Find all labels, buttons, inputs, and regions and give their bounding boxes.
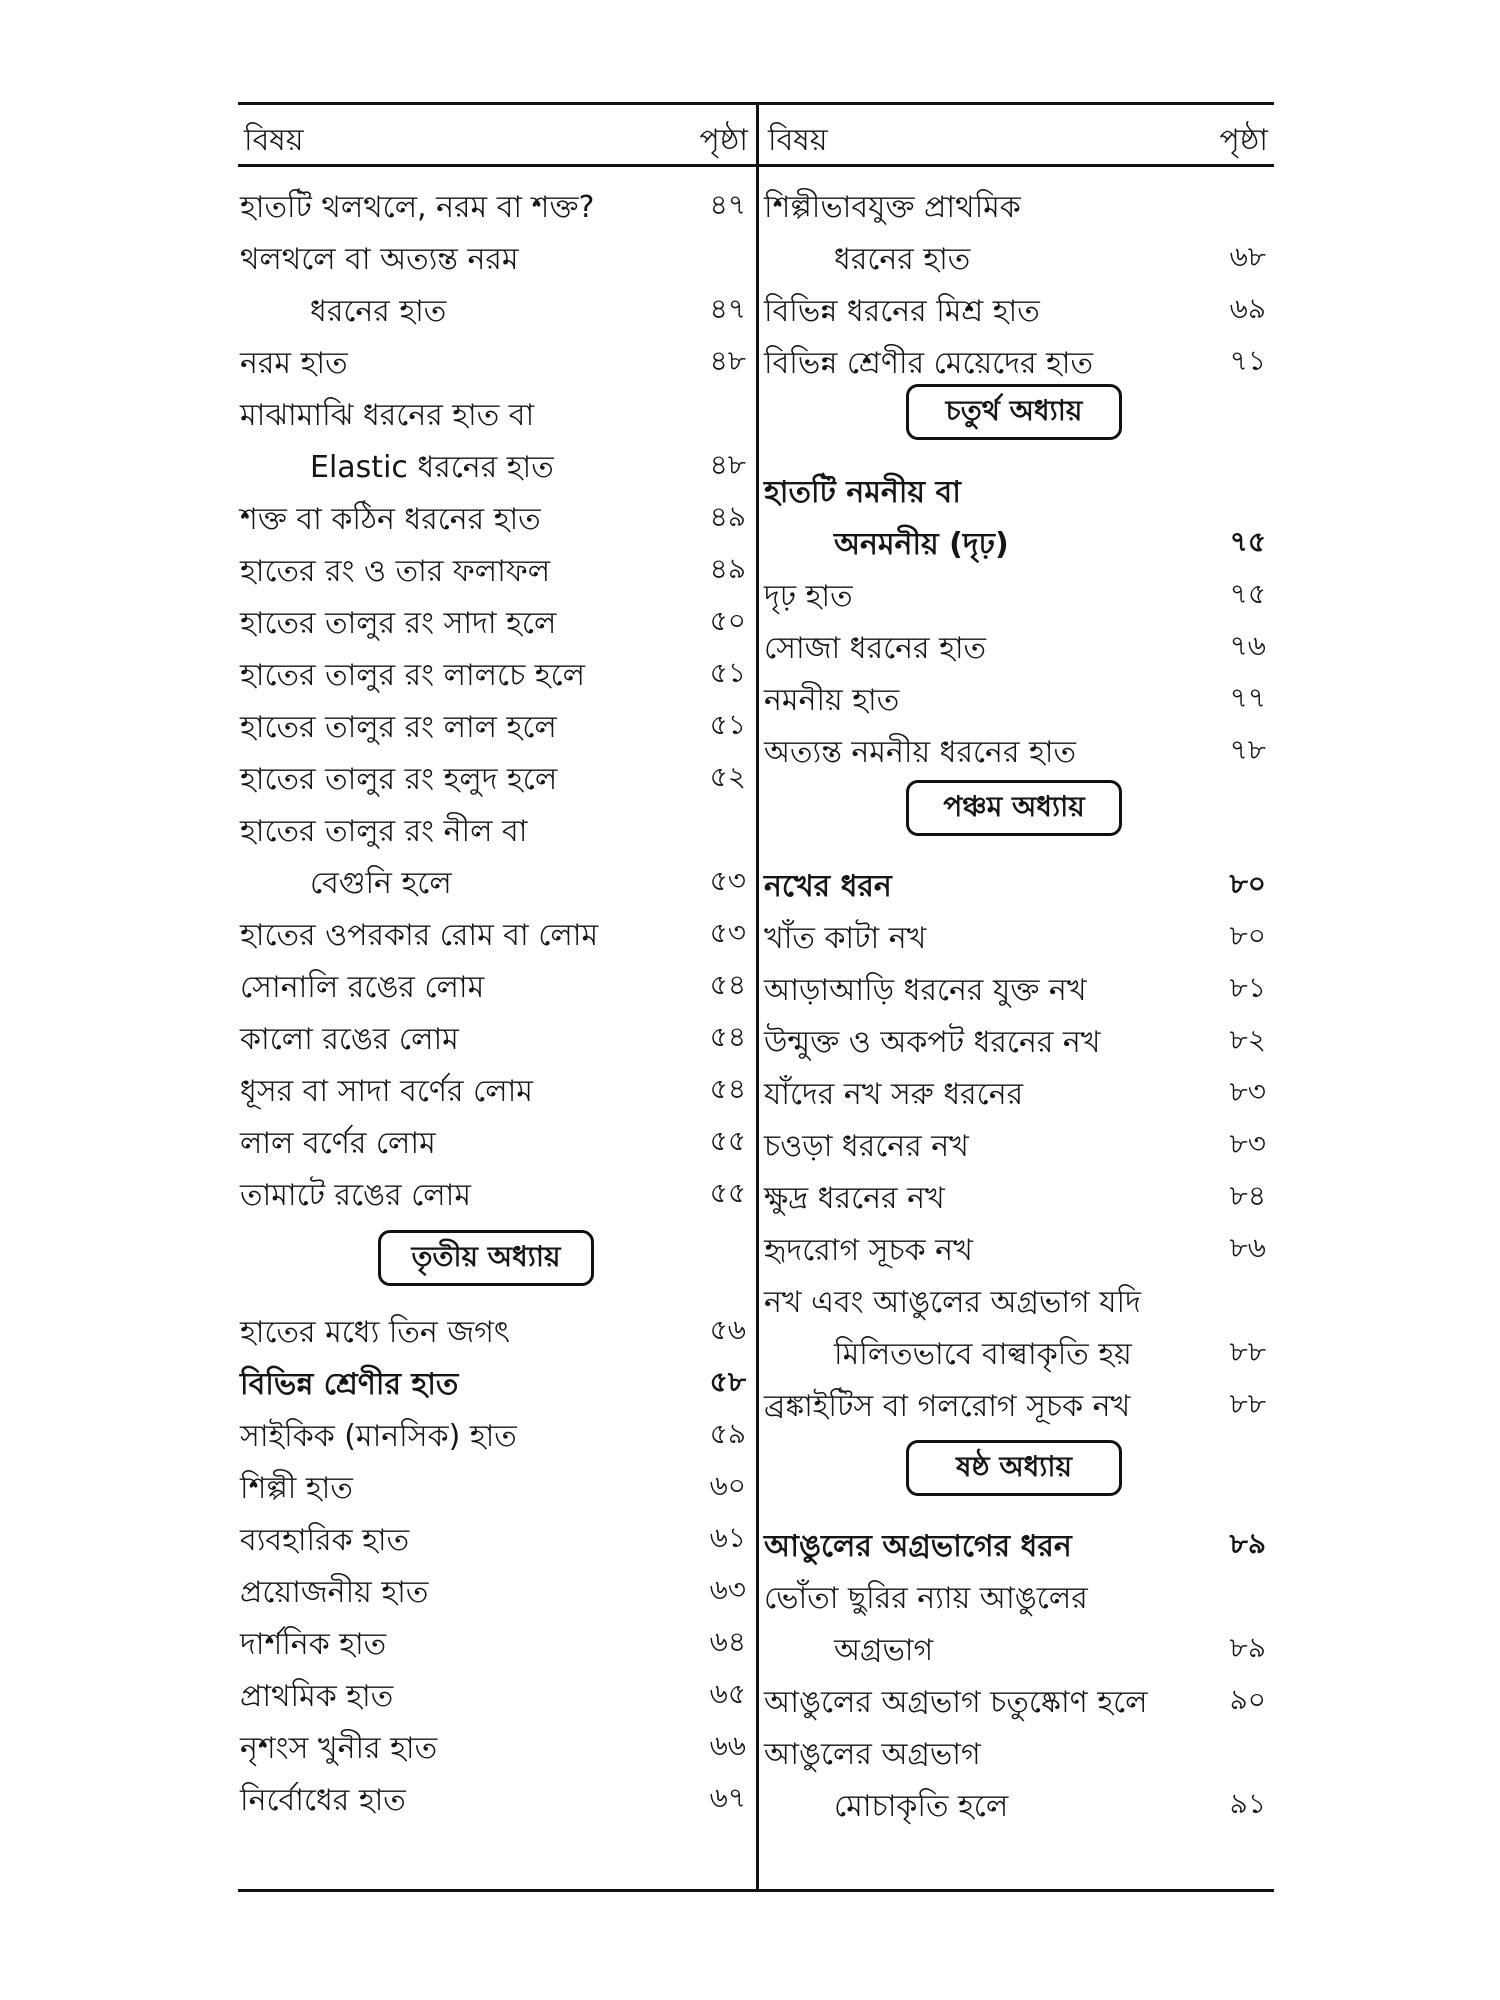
entry-page-number: ৬৫ (709, 1677, 746, 1710)
toc-entry (238, 695, 754, 745)
entry-title: নখের ধরন (764, 869, 892, 904)
entry-title: দার্শনিক হাত (240, 1627, 387, 1662)
entry-page-number: ৫৪ (709, 1072, 746, 1105)
toc-entry (238, 279, 754, 329)
toc-entry (762, 668, 1274, 718)
entry-title: হাতের তালুর রং লালচে হলে (240, 658, 585, 693)
entry-page-number: ৮৪ (1229, 1179, 1266, 1212)
page-heading: পৃষ্ঠা (1219, 123, 1268, 158)
entry-page-number: ৫৩ (709, 864, 746, 897)
entry-title: সোনালি রঙের লোম (240, 970, 485, 1005)
entry-page-number: ৮৯ (1229, 1631, 1266, 1664)
entry-page-number: ৫৮ (709, 1365, 746, 1398)
subject-heading: বিষয় (768, 123, 828, 158)
entry-title: অত্যন্ত নমনীয় ধরনের হাত (764, 735, 1076, 770)
toc-entry (238, 539, 754, 589)
toc-entry (762, 1270, 1274, 1320)
entry-page-number: ৫৬ (709, 1313, 746, 1346)
toc-entry (762, 1618, 1274, 1668)
page-heading: পৃষ্ঠা (699, 123, 748, 158)
entry-page-number: ৭৬ (1229, 629, 1266, 662)
entry-title: শক্ত বা কঠিন ধরনের হাত (240, 502, 541, 537)
entry-title: ধরনের হাত (310, 294, 447, 329)
entry-title: শিল্পীভাবযুক্ত প্রাথমিক (764, 190, 1021, 225)
entry-title: অগ্রভাগ (834, 1633, 934, 1668)
entry-page-number: ৪৮ (709, 448, 746, 481)
entry-page-number: ৮৩ (1229, 1127, 1266, 1160)
toc-entry (762, 1010, 1274, 1060)
toc-entry (762, 1166, 1274, 1216)
chapter-heading: তৃতীয় অধ্যায় (378, 1230, 594, 1286)
entry-title: নির্বোধের হাত (240, 1783, 406, 1818)
toc-entry (238, 1612, 754, 1662)
table-of-contents (238, 102, 1274, 1895)
entry-title: ভোঁতা ছুরির ন্যায় আঙুলের (764, 1581, 1088, 1616)
toc-entry (762, 1722, 1274, 1772)
toc-entry (238, 1560, 754, 1610)
entry-title: হাতটি থলথলে, নরম বা শক্ত? (240, 190, 595, 225)
entry-page-number: ৯১ (1229, 1787, 1266, 1820)
toc-entry (238, 1163, 754, 1213)
entry-title: খাঁত কাটা নখ (764, 921, 927, 956)
toc-entry (762, 854, 1274, 904)
entry-title: লাল বর্ণের লোম (240, 1126, 436, 1161)
toc-entry (762, 1218, 1274, 1268)
entry-title: ব্যবহারিক হাত (240, 1523, 410, 1558)
toc-entry (762, 512, 1274, 562)
entry-page-number: ৮৮ (1229, 1335, 1266, 1368)
entry-title: সোজা ধরনের হাত (764, 631, 987, 666)
entry-title: অনমনীয় (দৃঢ়) (834, 527, 1009, 562)
entry-page-number: ৯০ (1229, 1683, 1266, 1716)
toc-entry (238, 1007, 754, 1057)
entry-page-number: ৪৮ (709, 344, 746, 377)
entry-page-number: ৫২ (709, 760, 746, 793)
toc-entry (762, 279, 1274, 329)
chapter-heading: ষষ্ঠ অধ্যায় (906, 1440, 1122, 1496)
entry-title: মাঝামাঝি ধরনের হাত বা (240, 398, 535, 433)
entry-title: প্রয়োজনীয় হাত (240, 1575, 429, 1610)
subject-heading: বিষয় (244, 123, 304, 158)
entry-page-number: ৫৫ (709, 1176, 746, 1209)
entry-title: হাতের তালুর রং সাদা হলে (240, 606, 557, 641)
entry-title: শিল্পী হাত (240, 1471, 353, 1506)
toc-entry (762, 720, 1274, 770)
toc-entry (762, 1322, 1274, 1372)
entry-page-number: ৪৭ (709, 292, 746, 325)
entry-title: ব্রঙ্কাইটিস বা গলরোগ সূচক নখ (764, 1389, 1131, 1424)
entry-page-number: ৬৩ (709, 1573, 746, 1606)
toc-entry (238, 1352, 754, 1402)
entry-page-number: ৮০ (1229, 867, 1266, 900)
toc-entry (238, 591, 754, 641)
entry-page-number: ৭৫ (1229, 577, 1266, 610)
toc-entry (762, 1062, 1274, 1112)
entry-title: হাতের তালুর রং লাল হলে (240, 710, 557, 745)
entry-title: হাতের মধ্যে তিন জগৎ (240, 1315, 510, 1350)
entry-title: নমনীয় হাত (764, 683, 900, 718)
entry-title: হাতের তালুর রং নীল বা (240, 814, 528, 849)
entry-page-number: ৪৭ (709, 188, 746, 221)
entry-title: বিভিন্ন শ্রেণীর হাত (240, 1367, 459, 1402)
entry-title: নৃশংস খুনীর হাত (240, 1731, 438, 1766)
entry-title: যাঁদের নখ সরু ধরনের (764, 1077, 1024, 1112)
entry-page-number: ৮০ (1229, 919, 1266, 952)
toc-entry (238, 1059, 754, 1109)
toc-entry (238, 1404, 754, 1454)
toc-entry (762, 227, 1274, 277)
entry-title: নরম হাত (240, 346, 348, 381)
toc-entry (762, 958, 1274, 1008)
toc-entry (762, 460, 1274, 510)
entry-title: হাতের ওপরকার রোম বা লোম (240, 918, 599, 953)
entry-title: আড়াআড়ি ধরনের যুক্ত নখ (764, 973, 1087, 1008)
toc-entry (238, 799, 754, 849)
toc-entry (238, 903, 754, 953)
entry-page-number: ৪৯ (709, 552, 746, 585)
entry-title: মোচাকৃতি হলে (834, 1789, 1009, 1824)
entry-title: ধূসর বা সাদা বর্ণের লোম (240, 1074, 533, 1109)
toc-entry (238, 487, 754, 537)
entry-title: আঙুলের অগ্রভাগ চতুষ্কোণ হলে (764, 1685, 1148, 1720)
right-column (762, 102, 1274, 1889)
toc-entry (238, 955, 754, 1005)
right-column-header (762, 110, 1274, 158)
entry-page-number: ৫১ (709, 708, 746, 741)
entry-page-number: ৬৯ (1229, 292, 1266, 325)
entry-page-number: ৬৮ (1229, 240, 1266, 273)
entry-title: ক্ষুদ্র ধরনের নখ (764, 1181, 945, 1216)
entry-title: বিভিন্ন শ্রেণীর মেয়েদের হাত (764, 346, 1093, 381)
entry-page-number: ৫১ (709, 656, 746, 689)
toc-entry (238, 1768, 754, 1818)
entry-page-number: ৮১ (1229, 971, 1266, 1004)
entry-page-number: ৫৪ (709, 968, 746, 1001)
toc-entry (238, 1111, 754, 1161)
entry-title: প্রাথমিক হাত (240, 1679, 394, 1714)
entry-page-number: ৬৪ (709, 1625, 746, 1658)
toc-entry (762, 1670, 1274, 1720)
entry-title: হাতটি নমনীয় বা (764, 475, 961, 510)
entry-page-number: ৫৪ (709, 1020, 746, 1053)
entry-title: দৃঢ় হাত (764, 579, 853, 614)
toc-entry (238, 331, 754, 381)
toc-entry (238, 1664, 754, 1714)
entry-page-number: ৮৮ (1229, 1387, 1266, 1420)
toc-entry (238, 747, 754, 797)
toc-entry (238, 383, 754, 433)
left-column-header (238, 110, 754, 158)
toc-entry (238, 227, 754, 277)
left-column (238, 102, 754, 1889)
chapter-heading: পঞ্চম অধ্যায় (906, 780, 1122, 836)
toc-entry (762, 331, 1274, 381)
entry-title: ধরনের হাত (834, 242, 971, 277)
entry-title: মিলিতভাবে বাল্বাকৃতি হয় (834, 1337, 1132, 1372)
toc-entry (238, 1508, 754, 1558)
entry-title: উন্মুক্ত ও অকপট ধরনের নখ (764, 1025, 1101, 1060)
entry-page-number: ৮৩ (1229, 1075, 1266, 1108)
entry-page-number: ৭১ (1229, 344, 1266, 377)
toc-entry (238, 643, 754, 693)
chapter-heading: চতুর্থ অধ্যায় (906, 384, 1122, 440)
entry-title: বিভিন্ন ধরনের মিশ্র হাত (764, 294, 1040, 329)
entry-page-number: ৬৬ (709, 1729, 746, 1762)
column-divider (756, 102, 759, 1892)
toc-entry (238, 1716, 754, 1766)
toc-entry (762, 1514, 1274, 1564)
entry-page-number: ৬১ (709, 1521, 746, 1554)
toc-entry (762, 1774, 1274, 1824)
toc-entry (762, 175, 1274, 225)
toc-entry (238, 1456, 754, 1506)
toc-entry (238, 851, 754, 901)
entry-title: থলথলে বা অত্যন্ত নরম (240, 242, 519, 277)
entry-title: Elastic ধরনের হাত (310, 450, 554, 485)
entry-page-number: ৫৩ (709, 916, 746, 949)
entry-title: চওড়া ধরনের নখ (764, 1129, 969, 1164)
toc-entry (238, 1300, 754, 1350)
toc-entry (762, 616, 1274, 666)
entry-title: সাইকিক (মানসিক) হাত (240, 1419, 517, 1454)
entry-title: তামাটে রঙের লোম (240, 1178, 471, 1213)
entry-page-number: ৮২ (1229, 1023, 1266, 1056)
entry-title: নখ এবং আঙুলের অগ্রভাগ যদি (764, 1285, 1141, 1320)
entry-title: হাতের রং ও তার ফলাফল (240, 554, 551, 589)
entry-page-number: ৭৮ (1229, 733, 1266, 766)
toc-entry (762, 1374, 1274, 1424)
toc-entry (762, 1114, 1274, 1164)
entry-page-number: ৪৯ (709, 500, 746, 533)
entry-page-number: ৮৬ (1229, 1231, 1266, 1264)
entry-title: আঙুলের অগ্রভাগের ধরন (764, 1529, 1072, 1564)
entry-title: বেগুনি হলে (310, 866, 452, 901)
toc-entry (762, 1566, 1274, 1616)
toc-entry (238, 435, 754, 485)
toc-entry (238, 175, 754, 225)
entry-title: হৃদরোগ সূচক নখ (764, 1233, 973, 1268)
entry-page-number: ৫৯ (709, 1417, 746, 1450)
entry-page-number: ৬৭ (709, 1781, 746, 1814)
toc-entry (762, 564, 1274, 614)
entry-page-number: ৭৭ (1229, 681, 1266, 714)
entry-page-number: ৬০ (709, 1469, 746, 1502)
entry-page-number: ৭৫ (1229, 525, 1266, 558)
entry-title: হাতের তালুর রং হলুদ হলে (240, 762, 558, 797)
entry-page-number: ৫৫ (709, 1124, 746, 1157)
entry-page-number: ৫০ (709, 604, 746, 637)
entry-title: কালো রঙের লোম (240, 1022, 459, 1057)
toc-entry (762, 906, 1274, 956)
entry-page-number: ৮৯ (1229, 1527, 1266, 1560)
entry-title: আঙুলের অগ্রভাগ (764, 1737, 981, 1772)
